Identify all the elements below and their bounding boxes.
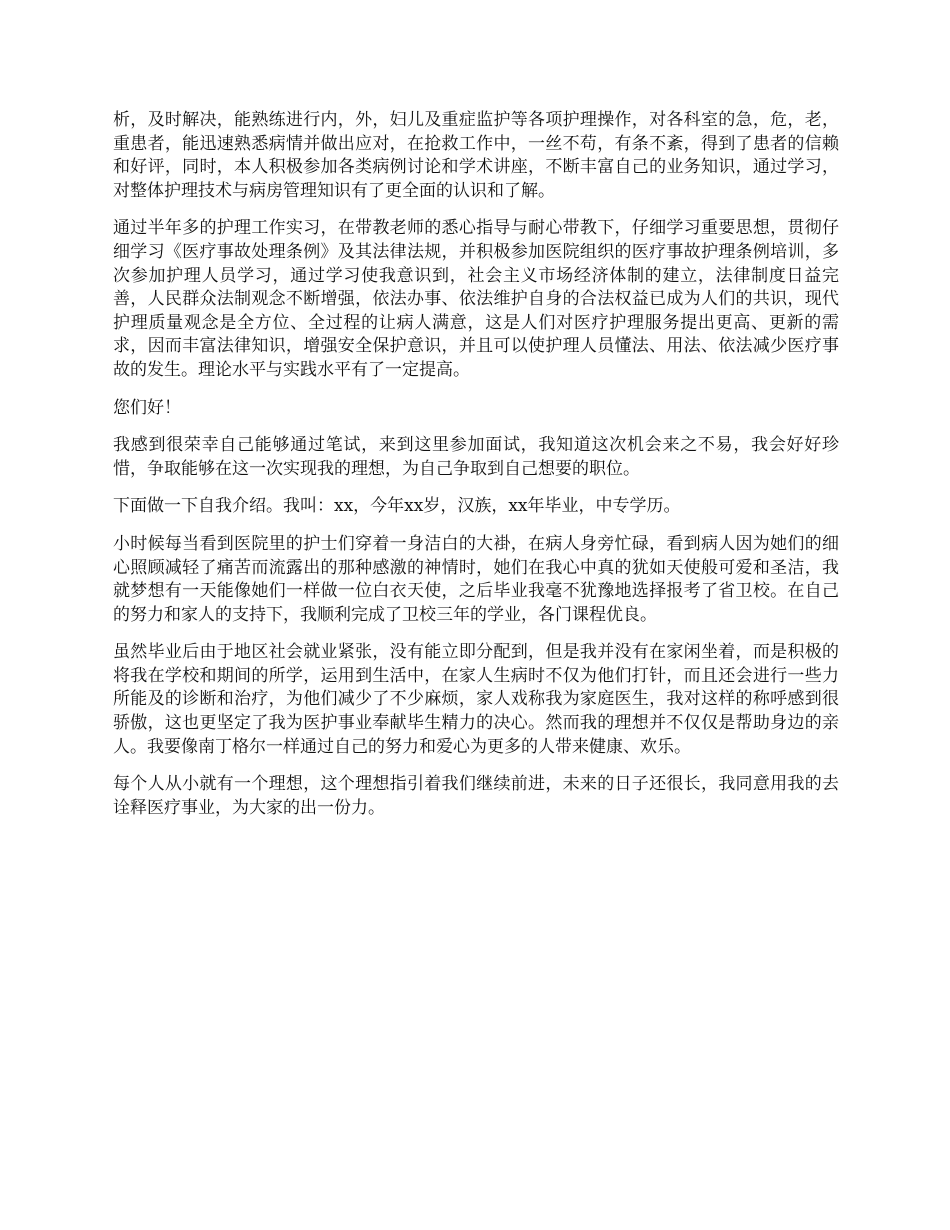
paragraph-4: 我感到很荣幸自己能够通过笔试，来到这里参加面试，我知道这次机会来之不易，我会好好珍惜，争取能够在这一次实现我的理想，为自己争取到自己想要的职位。 <box>113 435 839 479</box>
document-body <box>113 109 839 834</box>
paragraph-8: 每个人从小就有一个理想，这个理想指引着我们继续前进，未来的日子还很长，我同意用我的去诠释医疗事业，为大家的出一份力。 <box>113 774 839 818</box>
paragraph-self-intro: 下面做一下自我介绍。我叫：xx，今年xx岁，汉族，xx年毕业，中专学历。 <box>113 496 681 517</box>
paragraph-6: 小时候每当看到医院里的护士们穿着一身洁白的大褂，在病人身旁忙碌，看到病人因为她们的细心照顾减轻了痛苦而流露出的那种感激的神情时，她们在我心中真的犹如天使般可爱和圣洁，我就梦想有一天能像她们一样做一位白衣天使，之后毕业我毫不犹豫地选择报考了省卫校。在自己的努力和家人的支持下，我顺利完成了卫校三年的学业，各门课程优良。 <box>113 533 839 625</box>
paragraph-7: 虽然毕业后由于地区社会就业紧张，没有能立即分配到，但是我并没有在家闲坐着，而是积极的将我在学校和期间的所学，运用到生活中，在家人生病时不仅为他们打针，而且还会进行一些力所能及的诊断和治疗，为他们减少了不少麻烦，家人戏称我为家庭医生，我对这样的称呼感到很骄傲，这也更坚定了我为医护事业奉献毕生精力的决心。然而我的理想并不仅仅是帮助身边的亲人。我要像南丁格尔一样通过自己的努力和爱心为更多的人带来健康、欢乐。 <box>113 642 839 757</box>
paragraph-2: 通过半年多的护理工作实习，在带教老师的悉心指导与耐心带教下，仔细学习重要思想，贯彻仔细学习《医疗事故处理条例》及其法律法规，并积极参加医院组织的医疗事故护理条例培训，多次参加护理人员学习，通过学习使我意识到，社会主义市场经济体制的建立，法律制度日益完善，人民群众法制观念不断增强，依法办事、依法维护自身的合法权益已成为人们的共识，现代护理质量观念是全方位、全过程的让病人满意，这是人们对医疗护理服务提出更高、更新的需求，因而丰富法律知识，增强安全保护意识，并且可以使护理人员懂法、用法、依法减少医疗事故的发生。理论水平与实践水平有了一定提高。 <box>113 218 839 380</box>
paragraph-greeting: 您们好！ <box>113 397 181 418</box>
paragraph-1: 析，及时解决，能熟练进行内，外，妇儿及重症监护等各项护理操作，对各科室的急，危，老，重患者，能迅速熟悉病情并做出应对，在抢救工作中，一丝不苟，有条不紊，得到了患者的信赖和好评，同时，本人积极参加各类病例讨论和学术讲座，不断丰富自己的业务知识，通过学习，对整体护理技术与病房管理知识有了更全面的认识和了解。 <box>113 110 839 201</box>
